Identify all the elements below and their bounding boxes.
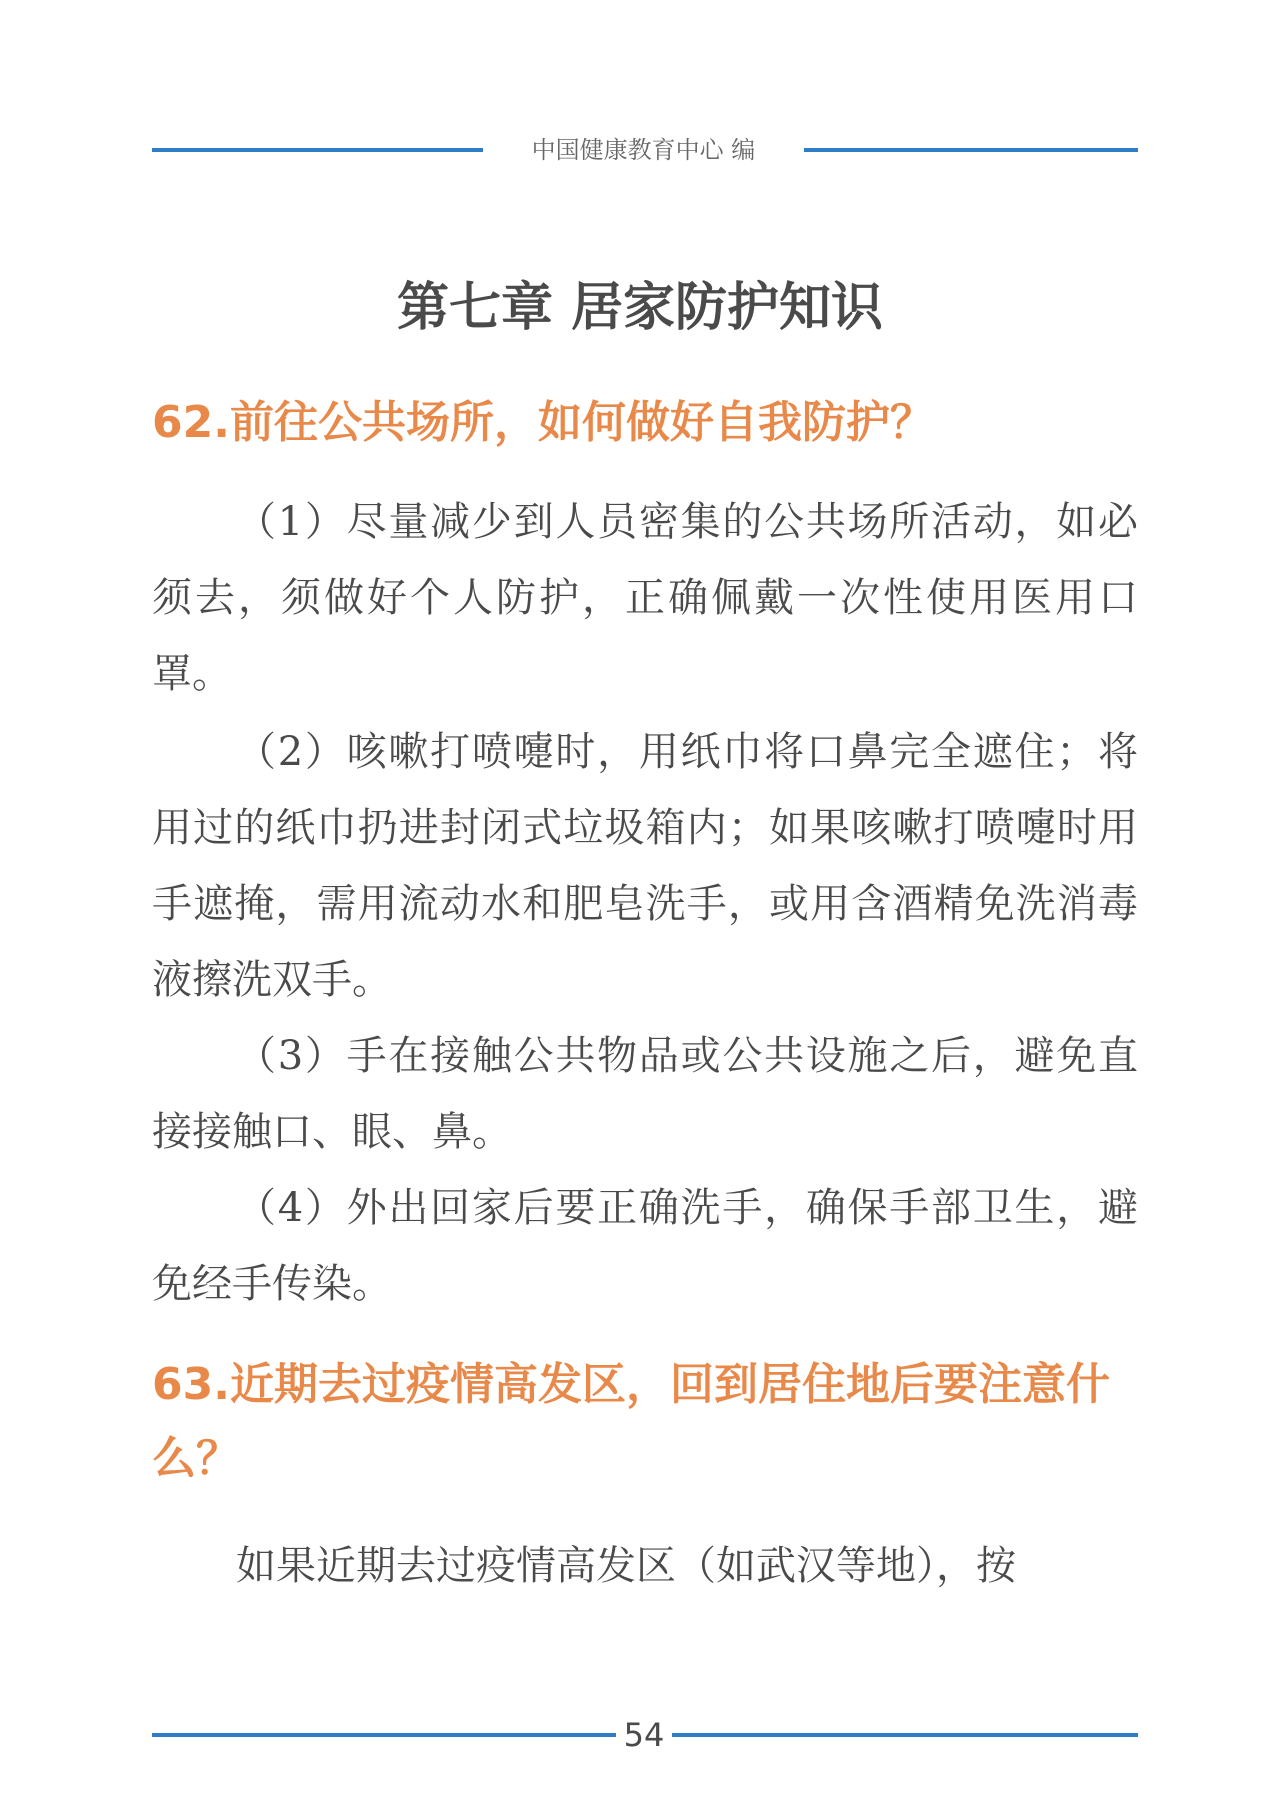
header-publisher: 中国健康教育中心 编 xyxy=(531,136,756,164)
page-number: 54 xyxy=(623,1716,665,1754)
footer-rule-right xyxy=(672,1733,1138,1737)
paragraph: （3）手在接触公共物品或公共设施之后，避免直接接触口、眼、鼻。 xyxy=(152,1033,1138,1155)
question-62-title: 62.前往公共场所，如何做好自我防护？ xyxy=(152,397,934,448)
paragraph: （4）外出回家后要正确洗手，确保手部卫生，避免经手传染。 xyxy=(152,1185,1138,1307)
paragraph: 如果近期去过疫情高发区（如武汉等地），按 xyxy=(236,1543,1016,1589)
header-rule-right xyxy=(804,148,1138,152)
header-rule-left xyxy=(152,148,483,152)
chapter-title: 第七章 居家防护知识 xyxy=(396,278,884,338)
footer-rule-left xyxy=(152,1733,616,1737)
paragraph: （2）咳嗽打喷嚏时，用纸巾将口鼻完全遮住；将用过的纸巾扔进封闭式垃圾箱内；如果咳嗽打喷嚏时用手遮掩，需用流动水和肥皂洗手，或用含酒精免洗消毒液擦洗双手。 xyxy=(152,729,1138,1003)
paragraph: （1）尽量减少到人员密集的公共场所活动，如必须去，须做好个人防护，正确佩戴一次性使用医用口罩。 xyxy=(152,499,1138,697)
question-63-title: 63.近期去过疫情高发区，回到居住地后要注意什么？ xyxy=(152,1359,1110,1484)
